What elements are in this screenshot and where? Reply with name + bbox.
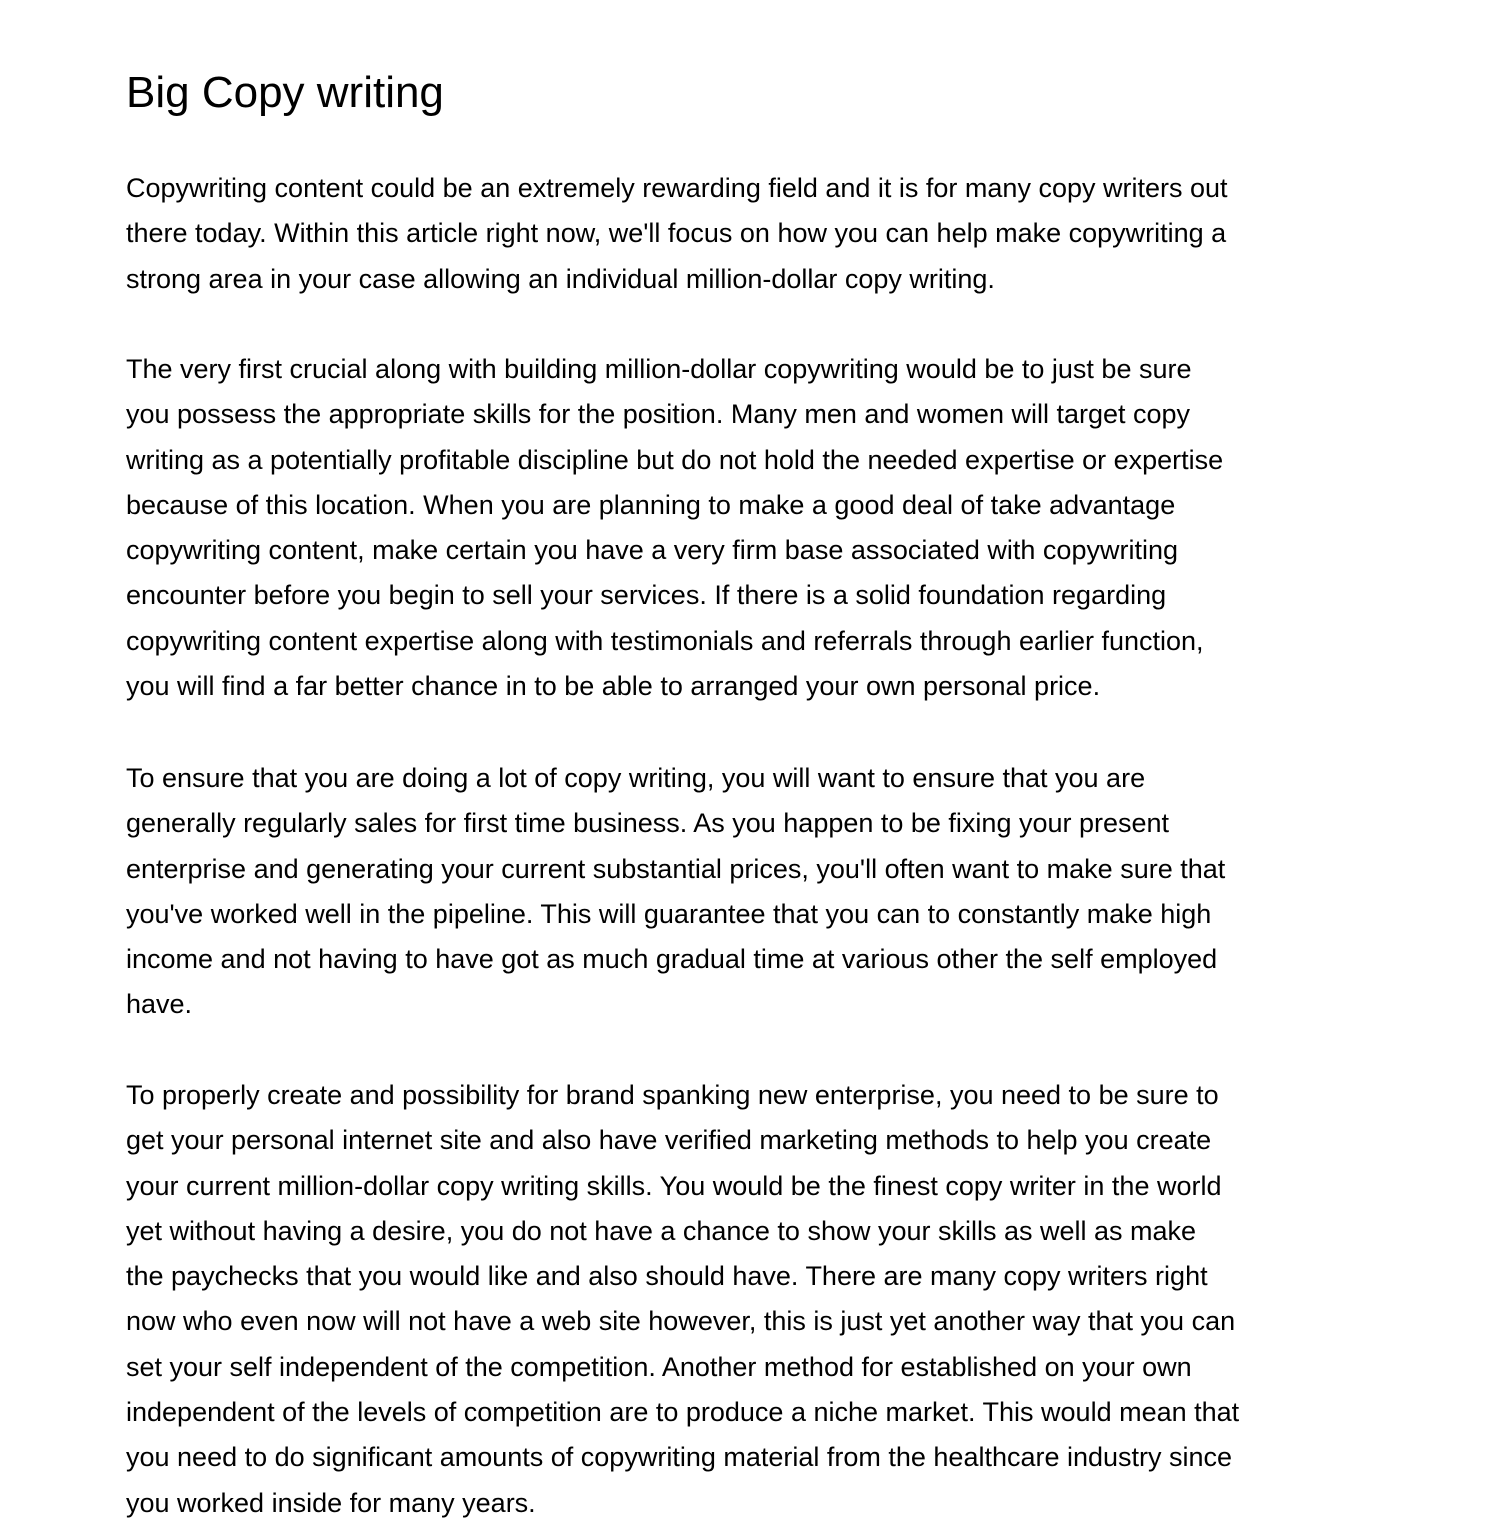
paragraph-line: To properly create and possibility for brand spanking new enterprise, you need to be sure to [126,1080,1219,1110]
paragraph-line: you've worked well in the pipeline. This will guarantee that you can to constantly make high [126,898,1212,929]
paragraph-1 [126,166,1386,302]
paragraph-3 [126,756,1386,1028]
paragraph-line: Copywriting content could be an extremely rewarding field and it is for many copy writers out [126,173,1228,203]
paragraph-line: income and not having to have got as much gradual time at various other the self employed [126,944,1218,975]
paragraph-line: you possess the appropriate skills for the position. Many men and women will target copy [126,399,1191,430]
paragraph-line: you worked inside for many years. [126,1487,536,1518]
paragraph-line: you need to do significant amounts of copywriting material from the healthcare industry since [126,1442,1233,1473]
paragraph-line: set your self independent of the competition. Another method for established on your own [126,1351,1192,1382]
paragraph-line: you will find a far better chance in to be able to arranged your own personal price. [126,671,1101,702]
paragraph-line: copywriting content expertise along with testimonials and referrals through earlier function, [126,625,1204,656]
document-title: Big Copy writing [126,68,444,117]
paragraph-line: now who even now will not have a web site however, this is just yet another way that you can [126,1306,1236,1337]
paragraph-line: yet without having a desire, you do not have a chance to show your skills as well as make [126,1215,1197,1246]
paragraph-line: the paychecks that you would like and also should have. There are many copy writers right [126,1261,1208,1292]
paragraph-line: get your personal internet site and also have verified marketing methods to help you create [126,1125,1212,1156]
paragraph-line: your current million-dollar copy writing skills. You would be the finest copy writer in the world [126,1170,1222,1201]
paragraph-line: enterprise and generating your current substantial prices, you'll often want to make sure that [126,853,1226,884]
paragraph-line: because of this location. When you are planning to make a good deal of take advantage [126,489,1176,520]
paragraph-line: The very first crucial along with building million-dollar copywriting would be to just be sure [126,354,1192,384]
paragraph-4 [126,1073,1386,1526]
paragraph-line: generally regularly sales for first time business. As you happen to be fixing your present [126,808,1170,839]
paragraph-line: encounter before you begin to sell your services. If there is a solid foundation regarding [126,580,1167,611]
paragraph-line: have. [126,989,193,1020]
paragraph-2 [126,347,1386,709]
paragraph-line: writing as a potentially profitable discipline but do not hold the needed expertise or expertise [126,444,1224,475]
paragraph-line: strong area in your case allowing an individual million-dollar copy writing. [126,263,995,294]
paragraph-line: independent of the levels of competition are to produce a niche market. This would mean that [126,1397,1240,1428]
paragraph-line: copywriting content, make certain you have a very firm base associated with copywriting [126,535,1178,566]
paragraph-line: there today. Within this article right now, we'll focus on how you can help make copywriting a [126,218,1227,249]
paragraph-line: To ensure that you are doing a lot of copy writing, you will want to ensure that you are [126,763,1146,793]
